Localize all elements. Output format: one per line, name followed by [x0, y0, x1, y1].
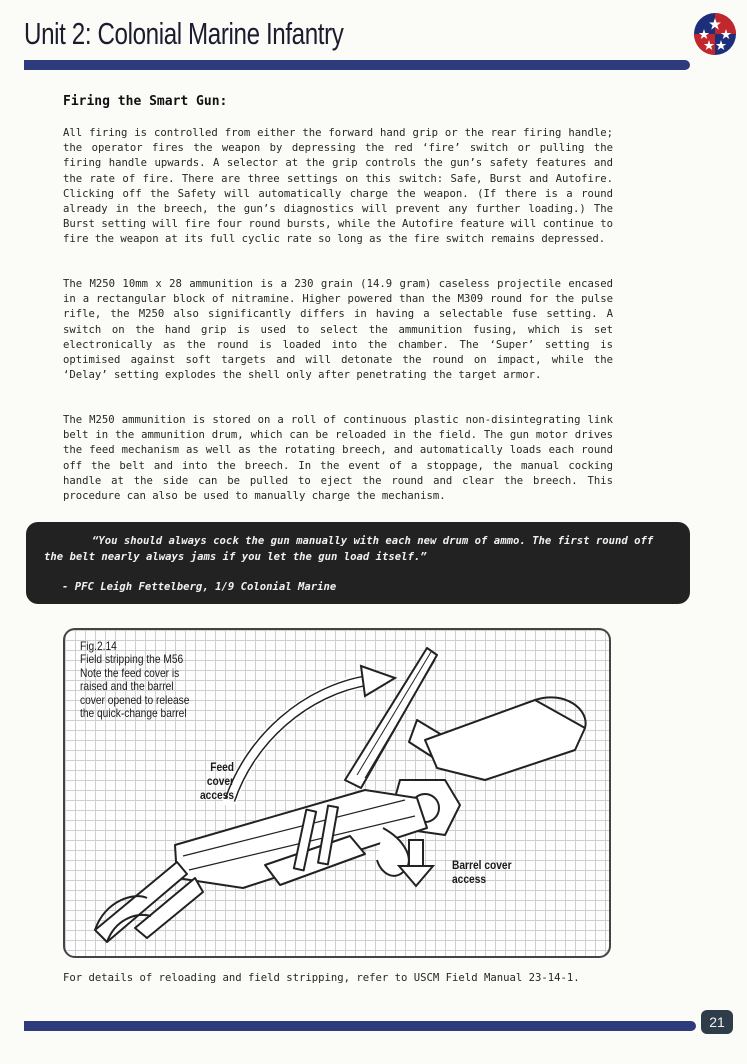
- figure-caption: Fig.2.14 Field stripping the M56 Note the feed cover is raised and the barrel cover opened to release the quick-change barrel: [80, 639, 190, 721]
- page-number-badge: 21: [701, 1010, 733, 1034]
- header-accent-bar: [24, 60, 690, 70]
- barrel-cover-label: Barrel cover access: [452, 858, 512, 886]
- figure-panel: [63, 628, 611, 958]
- pull-quote-text: “You should always cock the gun manually with each new drum of ammo. The first round off the belt nearly always jams if you let the gun load itself.”: [44, 535, 654, 563]
- footer-accent-bar: [24, 1021, 696, 1031]
- uscm-star-emblem-icon: [693, 12, 737, 56]
- section-heading: Firing the Smart Gun:: [63, 94, 228, 109]
- pull-quote-box: [26, 522, 690, 604]
- unit-title: Unit 2: Colonial Marine Infantry: [24, 16, 344, 51]
- pull-quote-attribution: - PFC Leigh Fettelberg, 1/9 Colonial Marine: [62, 581, 337, 593]
- footer-reference-note: For details of reloading and field stripping, refer to USCM Field Manual 23-14-1.: [63, 972, 580, 984]
- feed-cover-label: Feed cover access: [200, 760, 235, 802]
- body-paragraph-3: The M250 ammunition is stored on a roll of continuous plastic non-disintegrating link belt in the ammunition drum, which can be reloaded in the field. The gun motor drives the feed mechanism as well as the rotating breech, and automatically loads each round off the belt and into the breech. In the event of a stoppage, the manual cocking handle at the side can be pulled to eject the round and clear the breech. This procedure can also be used to manually charge the mechanism.: [63, 414, 613, 503]
- body-paragraph-2: The M250 10mm x 28 ammunition is a 230 grain (14.9 gram) caseless projectile encased in a rectangular block of nitramine. Higher powered than the M309 round for the pulse rifle, the M250 also significantly differs in having a selectable fuse setting. A switch on the hand grip is used to select the ammunition fusing, which is set electronically as the round is loaded into the chamber. The ‘Super’ setting is optimised against soft targets and will detonate the round on impact, while the ‘Delay’ setting explodes the shell only after penetrating the target armor.: [63, 278, 613, 382]
- body-paragraph-1: All firing is controlled from either the forward hand grip or the rear firing handle; the operator fires the weapon by depressing the red ‘fire’ switch or pulling the firing handle upwards. A selector at the grip controls the gun’s safety features and the rate of fire. There are three settings on this switch: Safe, Burst and Autofire. Clicking off the Safety will automatically charge the weapon. (If there is a round already in the breech, the gun’s diagnostics will prevent any further loading.) The Burst setting will fire four round bursts, while the Autofire feature will continue to fire the weapon at its full cyclic rate so long as the fire switch remains depressed.: [63, 127, 613, 246]
